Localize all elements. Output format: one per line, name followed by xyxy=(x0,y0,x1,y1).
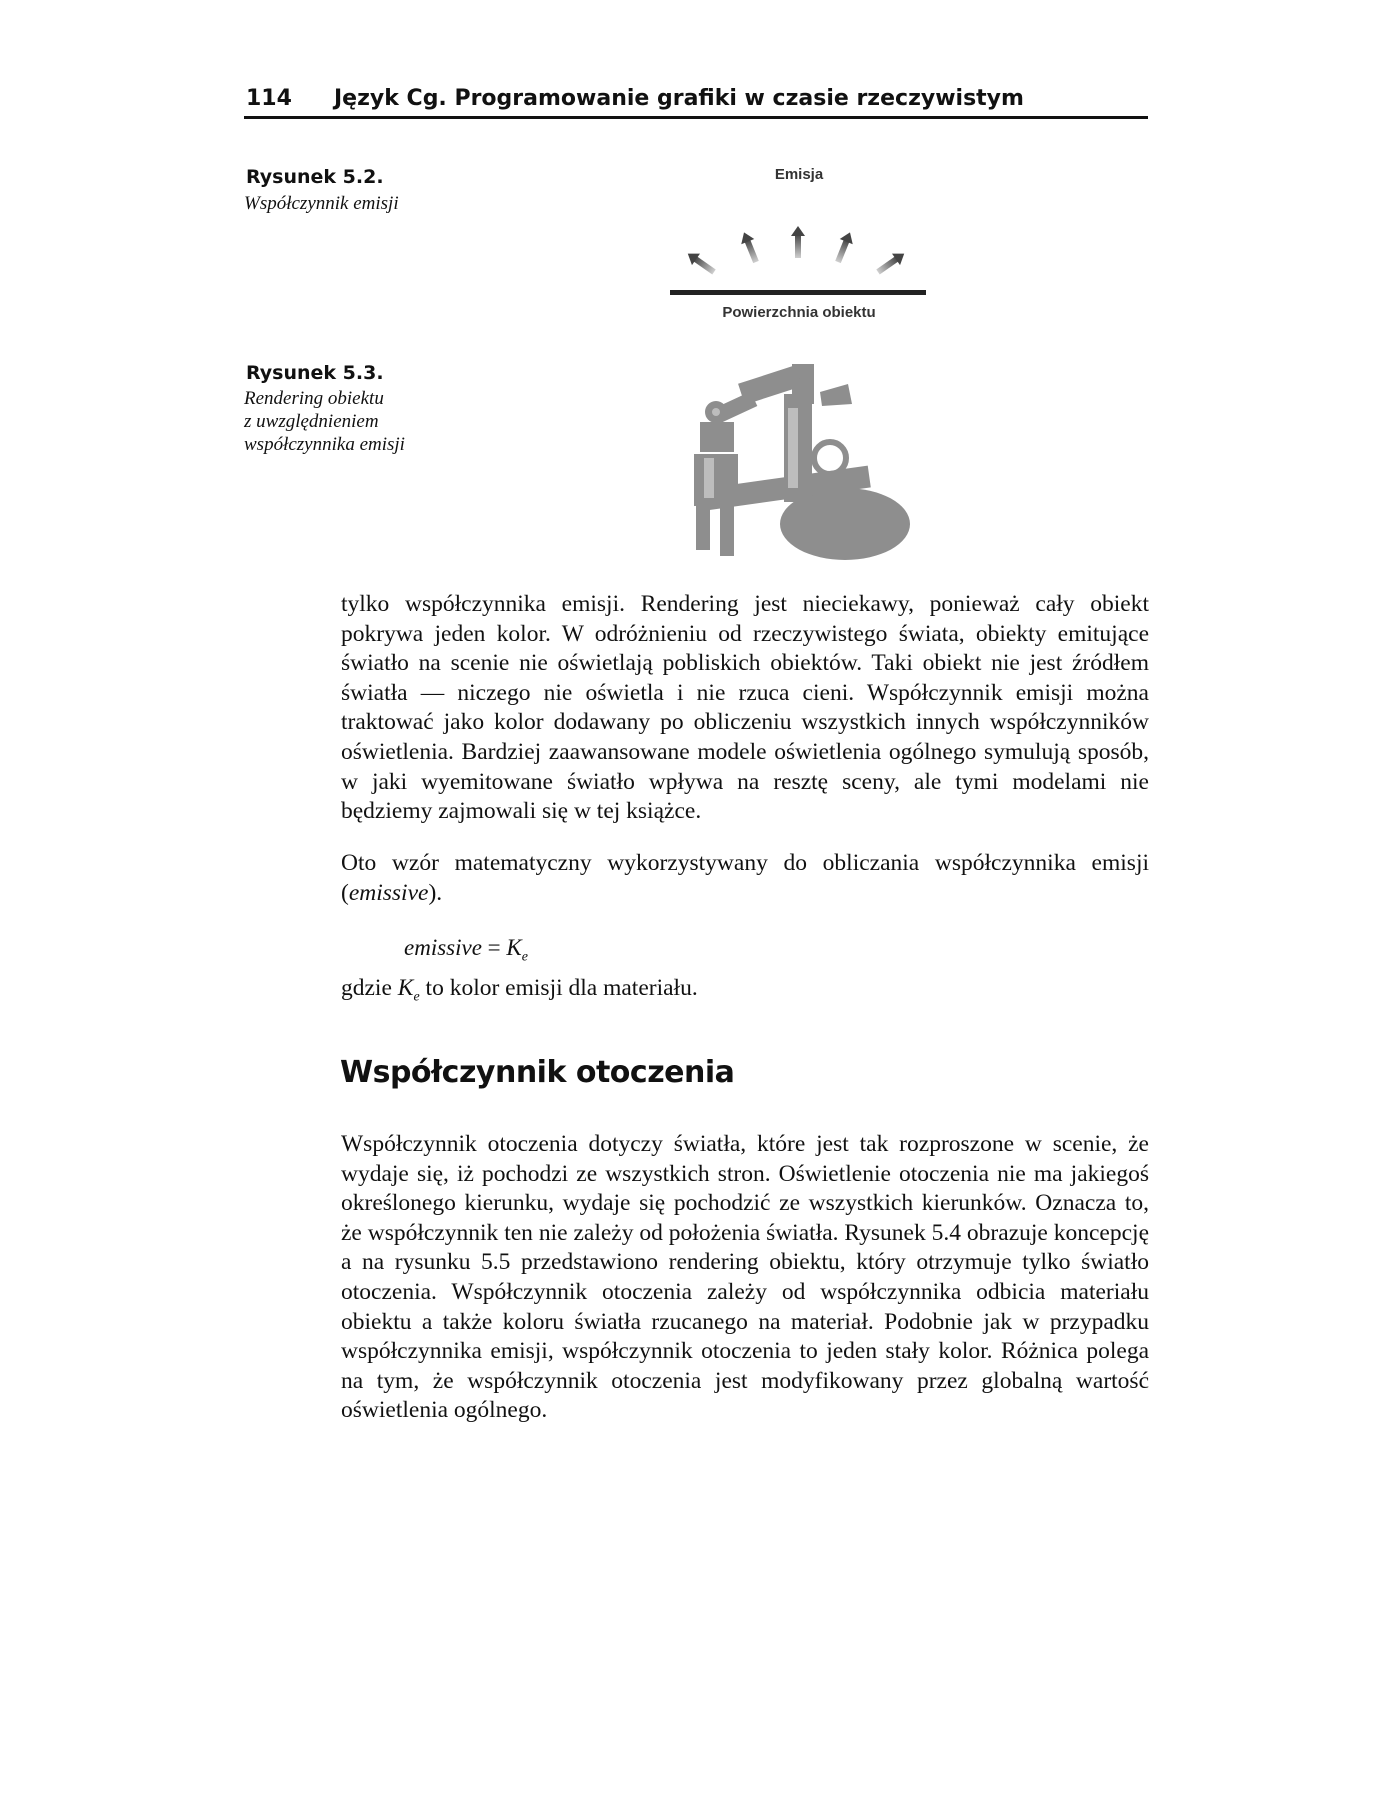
figure-5-2-label: Rysunek 5.2. xyxy=(246,166,384,188)
emissive-term: emissive xyxy=(348,879,429,906)
header-rule xyxy=(244,116,1148,119)
where-prefix: gdzie xyxy=(341,975,398,1001)
running-header-title: Język Cg. Programowanie grafiki w czasie rzeczywistym xyxy=(334,86,1024,111)
figure-5-3-caption-line-3: współczynnika emisji xyxy=(244,434,405,455)
formula-variable: K xyxy=(506,935,522,960)
paragraph-formula-intro-text: Oto wzór matematyczny wykorzystywany do obliczania współczynnika emisji ( xyxy=(341,850,1149,906)
paragraph-ambient-description: Współczynnik otoczenia dotyczy światła, które jest tak rozproszone w scenie, że wydaje się, iż pochodzi ze wszystkich stron. Oświetlenie otoczenia nie ma jakiegoś określonego kierunku, wydaje się pochodzić ze wszystkich kierunków. Oznacza to, że współczynnik ten nie zależy od położenia światła. Rysunek 5.4 obrazuje koncepcję a na rysunku 5.5 przedstawiono rendering obiektu, który otrzymuje tylko światło otoczenia. Współczynnik otoczenia zależy od współczynnika odbicia materiału obiektu a także koloru światła rzucanego na materiał. Podobnie jak w przypadku współczynnika emisji, współczynnik otoczenia to jeden stały kolor. Różnica polega na tym, że współczynnik otoczenia jest modyfikowany przez globalną wartość oświetlenia ogólnego. xyxy=(341,1131,1149,1424)
emission-label: Emisja xyxy=(774,166,824,183)
object-surface-line xyxy=(670,290,926,295)
formula-subscript: e xyxy=(521,949,528,965)
where-subscript: e xyxy=(413,989,420,1005)
surface-label: Powierzchnia obiektu xyxy=(722,304,876,321)
formula-explanation xyxy=(341,975,698,1006)
figure-5-3-caption-line-2: z uwzględnieniem xyxy=(244,411,379,432)
arrow-left-high xyxy=(738,230,763,265)
paragraph-formula-intro-end: ). xyxy=(428,879,443,906)
formula-equals: = xyxy=(481,935,507,960)
figure-5-2-caption: Współczynnik emisji xyxy=(244,193,399,214)
paragraph-emission-description: tylko współczynnika emisji. Rendering jest nieciekawy, ponieważ cały obiekt pokrywa jeden kolor. W odróżnieniu od rzeczywistego świata, obiekty emitujące światło na scenie nie oświetlają pobliskich obiektów. Taki obiekt nie jest źródłem światła — niczego nie oświetla i nie rzuca cieni. Współczynnik emisji można traktować jako kolor dodawany po obliczeniu wszystkich innych współczynników oświetlenia. Bardziej zaawansowane modele oświetlenia ogólnego symulują sposób, w jaki wyemitowane światło wpływa na resztę sceny, ale tymi modelami nie będziemy zajmowali się w tej książce. xyxy=(341,591,1149,825)
figure-5-3-caption-line-1: Rendering obiektu xyxy=(244,388,384,409)
section-heading: Współczynnik otoczenia xyxy=(340,1055,735,1090)
arrow-left-low xyxy=(684,248,718,278)
where-suffix: to kolor emisji dla materiału. xyxy=(419,975,698,1001)
emission-diagram xyxy=(664,162,934,332)
formula-lhs: emissive xyxy=(404,935,482,960)
arrow-right-high xyxy=(832,230,857,265)
arrow-up xyxy=(791,226,805,258)
paragraph-formula-intro xyxy=(341,849,1149,908)
robot-arm-render xyxy=(680,358,920,568)
arrow-right-low xyxy=(874,248,908,278)
where-variable: K xyxy=(397,975,414,1001)
figure-5-3-label: Rysunek 5.3. xyxy=(246,362,384,384)
page-number: 114 xyxy=(246,86,292,111)
emission-formula xyxy=(404,935,528,966)
